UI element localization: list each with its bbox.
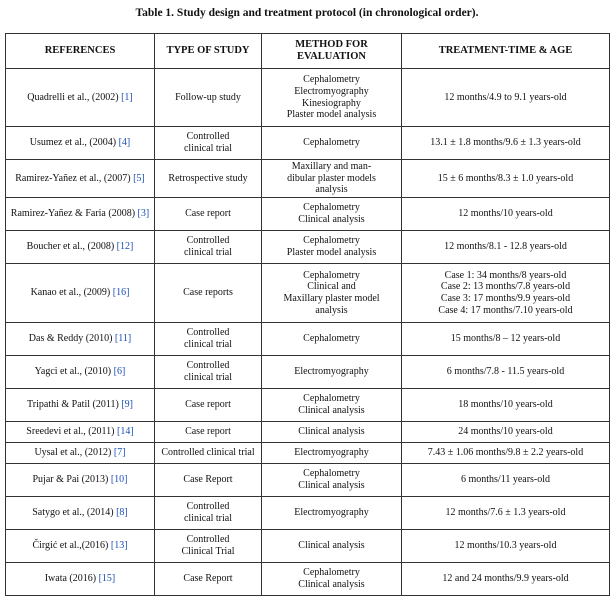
cell-type-of-study [155, 530, 262, 563]
reference-text: Usumez et al., (2004) [29, 137, 119, 149]
cell-reference [6, 356, 155, 389]
cell-treatment-line: 12 months/7.6 ± 1.3 years-old [445, 507, 566, 519]
cell-type-of-study [155, 563, 262, 596]
cell-treatment-line: 15 ± 6 months/8.3 ± 1.0 years-old [437, 172, 574, 184]
cell-type-of-study [155, 422, 262, 443]
column-header-type-of-study: TYPE OF STUDY [155, 34, 262, 69]
citation-link[interactable]: [5] [133, 172, 145, 184]
table-row [6, 264, 610, 323]
cell-method [262, 69, 402, 127]
cell-reference [6, 323, 155, 356]
cell-method-line: Clinical analysis [298, 426, 365, 438]
cell-type-of-study-line: Clinical Trial [181, 546, 235, 557]
cell-method-line: Electromyography [294, 366, 369, 378]
reference-text: Uysal et al., (2012) [34, 447, 114, 459]
column-header-method-for-evaluation: METHOD FOR EVALUATION [262, 34, 402, 69]
cell-treatment [402, 69, 610, 127]
cell-treatment-line: Case 4: 17 months/7.10 years-old [438, 304, 573, 316]
cell-method [262, 497, 402, 530]
cell-method [262, 389, 402, 422]
cell-type-of-study [155, 198, 262, 231]
reference-text: Das & Reddy (2010) [28, 333, 115, 345]
table-row [6, 323, 610, 356]
cell-type-of-study [155, 127, 262, 160]
cell-treatment-line: 6 months/11 years-old [460, 474, 551, 486]
cell-treatment-line: 12 and 24 months/9.9 years-old [442, 573, 569, 585]
table-row [6, 198, 610, 231]
cell-type-of-study [155, 160, 262, 198]
cell-treatment-line: 13.1 ± 1.8 months/9.6 ± 1.3 years-old [430, 137, 581, 149]
table-row [6, 69, 610, 127]
cell-reference [6, 530, 155, 563]
cell-method-line: Cephalometry [303, 567, 360, 579]
citation-link[interactable]: [6] [113, 366, 126, 378]
citation-link[interactable]: [8] [116, 507, 128, 519]
cell-treatment [402, 264, 610, 323]
cell-method-line: analysis [315, 304, 348, 316]
citation-link[interactable]: [12] [116, 241, 134, 253]
cell-method-line: Clinical analysis [298, 480, 365, 491]
reference-text: Yagci et al., (2010) [34, 366, 114, 378]
cell-treatment-line: 24 months/10 years-old [458, 426, 553, 438]
table-row [6, 563, 610, 596]
cell-treatment-line: Case 2: 13 months/7.8 years-old [440, 281, 571, 293]
cell-type-of-study-line: Controlled [186, 501, 230, 513]
cell-method-line: Electromyography [294, 507, 369, 519]
reference-text: Quadrelli et al., (2002) [27, 91, 122, 103]
cell-type-of-study [155, 497, 262, 530]
table-body [6, 69, 610, 596]
cell-type-of-study-line: Follow-up study [175, 91, 241, 103]
cell-method-line: Electromyography [294, 85, 369, 97]
citation-link[interactable]: [4] [118, 137, 131, 149]
column-header-treatment-time-age: TREATMENT-TIME & AGE [402, 34, 610, 69]
cell-type-of-study [155, 356, 262, 389]
reference-text: Kanao et al., (2009) [30, 287, 113, 299]
cell-method [262, 231, 402, 264]
cell-type-of-study-line: Case report [185, 399, 231, 411]
citation-link[interactable]: [16] [112, 287, 130, 299]
cell-method-line: Plaster model analysis [286, 109, 377, 121]
table-row [6, 464, 610, 497]
cell-treatment [402, 198, 610, 231]
cell-method-line: Cephalometry [303, 235, 360, 247]
cell-reference [6, 127, 155, 160]
cell-reference [6, 231, 155, 264]
cell-treatment [402, 160, 610, 198]
cell-method [262, 264, 402, 323]
cell-type-of-study-line: Controlled [186, 534, 230, 546]
cell-type-of-study-line: clinical trial [183, 372, 233, 383]
reference-text: Ramirez-Yañez et al., (2007) [15, 172, 134, 184]
cell-type-of-study-line: clinical trial [183, 513, 233, 524]
study-design-table [5, 33, 610, 596]
cell-type-of-study [155, 264, 262, 323]
cell-type-of-study-line: Retrospective study [168, 172, 248, 184]
table-row [6, 422, 610, 443]
cell-type-of-study-line: clinical trial [183, 247, 233, 258]
cell-reference [6, 198, 155, 231]
cell-type-of-study-line: Controlled [186, 327, 230, 339]
cell-type-of-study-line: Case Report [183, 474, 233, 486]
reference-text: Čirgić et al.,(2016) [32, 540, 111, 552]
reference-text: Pujar & Pai (2013) [32, 474, 111, 486]
cell-method-line: Cephalometry [303, 269, 360, 281]
cell-type-of-study-line: Controlled [186, 131, 230, 143]
cell-treatment-line: 15 months/8 – 12 years-old [450, 333, 561, 345]
table-caption: Table 1. Study design and treatment protocol (in chronological order). [135, 7, 479, 19]
cell-method-line: Plaster model analysis [286, 247, 377, 258]
cell-type-of-study [155, 231, 262, 264]
reference-text: Ramirez-Yañez & Faria (2008) [10, 208, 138, 220]
citation-link[interactable]: [1] [121, 91, 133, 103]
table-row [6, 231, 610, 264]
cell-treatment [402, 323, 610, 356]
cell-method-line: Kinesiography [302, 97, 361, 109]
cell-method-line: Clinical analysis [298, 405, 365, 416]
table-row [6, 497, 610, 530]
cell-treatment [402, 389, 610, 422]
cell-treatment-line: 7.43 ± 1.06 months/9.8 ± 2.2 years-old [427, 447, 584, 459]
citation-link[interactable]: [15] [98, 573, 116, 585]
table-row [6, 530, 610, 563]
cell-treatment [402, 530, 610, 563]
cell-reference [6, 389, 155, 422]
table-row [6, 389, 610, 422]
cell-method-line: Cephalometry [303, 468, 360, 480]
cell-method-line: Maxillary plaster model [283, 293, 380, 304]
cell-type-of-study-line: Controlled [186, 360, 230, 372]
cell-reference [6, 464, 155, 497]
cell-method-line: Cephalometry [303, 137, 360, 149]
citation-link[interactable]: [3] [137, 208, 150, 220]
cell-reference [6, 264, 155, 323]
reference-text: Satygo et al., (2014) [32, 507, 117, 519]
cell-treatment-line: Case 3: 17 months/9.9 years-old [440, 293, 571, 304]
cell-method [262, 464, 402, 497]
cell-type-of-study [155, 323, 262, 356]
cell-treatment [402, 464, 610, 497]
cell-treatment [402, 497, 610, 530]
citation-link[interactable]: [11] [114, 333, 132, 345]
cell-reference [6, 422, 155, 443]
citation-link[interactable]: [14] [117, 426, 134, 438]
cell-treatment-line: 18 months/10 years-old [458, 399, 553, 411]
cell-reference [6, 563, 155, 596]
citation-link[interactable]: [7] [113, 447, 126, 459]
cell-treatment [402, 356, 610, 389]
column-header-references: REFERENCES [6, 34, 155, 69]
cell-method-line: Clinical analysis [298, 214, 365, 225]
cell-reference [6, 497, 155, 530]
cell-method-line: Cephalometry [303, 74, 360, 86]
cell-treatment-line: 6 months/7.8 - 11.5 years-old [446, 366, 565, 378]
cell-method-line: Cephalometry [303, 393, 360, 405]
cell-method-line: Cephalometry [303, 202, 360, 214]
cell-treatment [402, 563, 610, 596]
cell-type-of-study [155, 389, 262, 422]
cell-reference [6, 69, 155, 127]
cell-method [262, 198, 402, 231]
cell-method [262, 530, 402, 563]
reference-text: Boucher et al., (2008) [26, 241, 117, 253]
cell-treatment-line: 12 months/8.1 - 12.8 years-old [444, 241, 567, 253]
cell-method [262, 356, 402, 389]
cell-treatment-line: 12 months/10 years-old [458, 208, 553, 220]
cell-type-of-study [155, 69, 262, 127]
cell-method [262, 563, 402, 596]
reference-text: Sreedevi et al., (2011) [26, 426, 118, 438]
cell-treatment-line: 12 months/10.3 years-old [454, 540, 557, 552]
cell-method-line: analysis [315, 184, 348, 196]
citation-link[interactable]: [9] [121, 399, 133, 411]
cell-method [262, 422, 402, 443]
cell-type-of-study [155, 464, 262, 497]
cell-treatment [402, 422, 610, 443]
cell-method-line: Electromyography [294, 447, 369, 459]
cell-method [262, 160, 402, 198]
cell-type-of-study-line: clinical trial [183, 339, 233, 350]
reference-text: Tripathi & Patil (2011) [27, 399, 122, 411]
cell-treatment [402, 443, 610, 464]
cell-type-of-study-line: Case report [185, 426, 231, 438]
table-row [6, 356, 610, 389]
cell-method-line: Clinical analysis [298, 579, 365, 590]
cell-treatment-line: Case 1: 34 months/8 years-old [444, 269, 567, 281]
cell-reference [6, 160, 155, 198]
cell-method [262, 127, 402, 160]
table-row [6, 443, 610, 464]
cell-method [262, 443, 402, 464]
cell-type-of-study-line: Case report [185, 208, 231, 220]
cell-method-line: Clinical analysis [298, 540, 365, 552]
cell-treatment [402, 127, 610, 160]
citation-link[interactable]: [13] [110, 540, 128, 552]
cell-type-of-study-line: clinical trial [183, 143, 233, 154]
header-row [6, 34, 610, 69]
cell-method-line: Maxillary and man- [291, 161, 372, 173]
cell-treatment-line: 12 months/4.9 to 9.1 years-old [444, 91, 567, 103]
cell-treatment [402, 231, 610, 264]
table-row [6, 127, 610, 160]
cell-type-of-study [155, 443, 262, 464]
cell-reference [6, 443, 155, 464]
cell-type-of-study-line: Controlled clinical trial [161, 447, 255, 459]
citation-link[interactable]: [10] [110, 474, 128, 486]
cell-method-line: Clinical and [307, 281, 356, 293]
table-row [6, 160, 610, 198]
cell-method-line: dibular plaster models [287, 172, 376, 184]
cell-method-line: Cephalometry [303, 333, 360, 345]
cell-type-of-study-line: Case Report [183, 573, 233, 585]
cell-type-of-study-line: Controlled [186, 235, 230, 247]
cell-method [262, 323, 402, 356]
reference-text: Iwata (2016) [44, 573, 99, 585]
cell-type-of-study-line: Case reports [183, 287, 233, 299]
